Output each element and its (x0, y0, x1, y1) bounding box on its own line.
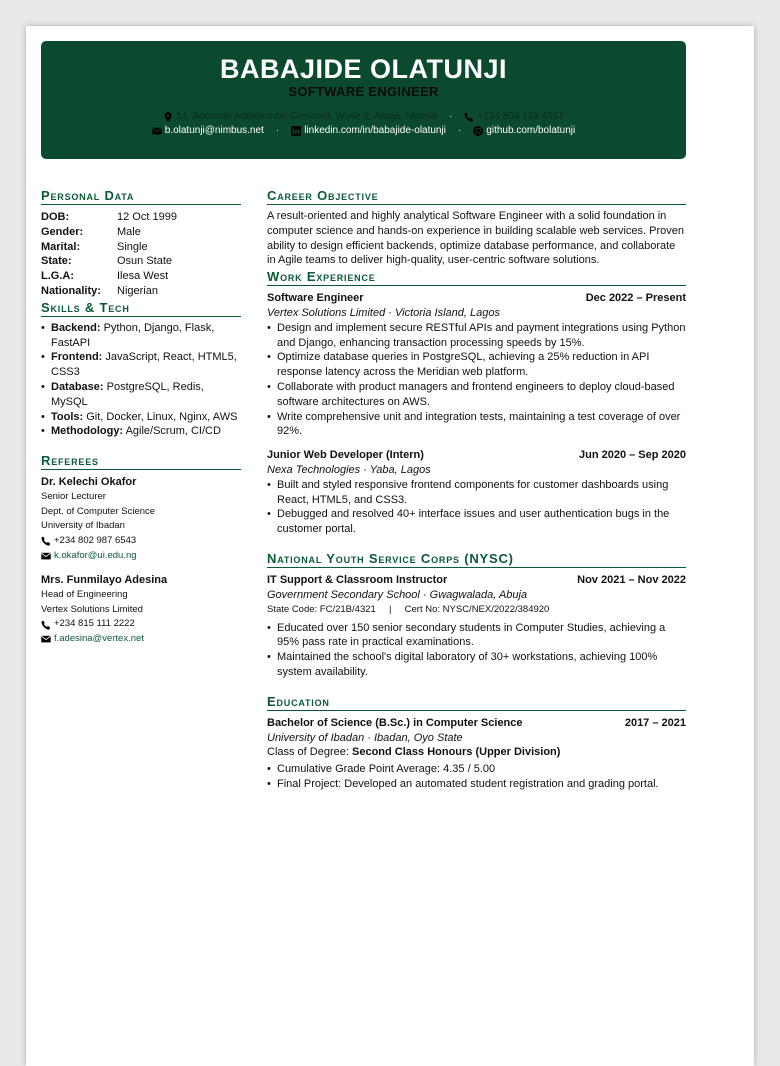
section-title-referees: Referees (41, 453, 241, 470)
field-label: State: (41, 255, 72, 268)
nysc-codes: State Code: FC/21B/4321 | Cert No: NYSC/NEX/2022/384920 (267, 603, 550, 615)
referee-1 (41, 475, 241, 563)
candidate-name: BABAJIDE OLATUNJI (219, 54, 508, 84)
left-column (41, 188, 241, 647)
field-label: L.G.A: (41, 270, 74, 283)
skill-values: PostgreSQL, Redis, MySQL (51, 380, 204, 408)
section-title-education: Education (267, 694, 686, 711)
field-value: Osun State (117, 255, 173, 268)
envelope-icon (41, 634, 51, 644)
candidate-role: SOFTWARE ENGINEER (288, 84, 439, 99)
job-header (267, 291, 686, 306)
referee-email[interactable] (41, 549, 241, 564)
field-label: DOB: (41, 211, 70, 223)
referee-line: Dept. of Computer Science (41, 505, 156, 517)
referee-phone-text: +234 802 987 6543 (54, 534, 137, 546)
skill-values: Python, Django, Flask, FastAPI (51, 321, 215, 349)
skill-category: Frontend: (51, 351, 103, 364)
address-item (163, 110, 437, 124)
section-title-objective: Career Objective (267, 188, 686, 205)
degree-header (267, 716, 686, 731)
email-item[interactable] (152, 124, 264, 138)
referee-email[interactable] (41, 632, 241, 647)
personal-data-list (41, 210, 241, 299)
field-value: Single (117, 240, 148, 253)
job-dates: Jun 2020 – Sep 2020 (578, 449, 686, 462)
phone-text: +234 803 123 4567 (477, 111, 564, 122)
skills-list (41, 321, 241, 439)
envelope-icon (152, 126, 162, 136)
skill-category: Backend: (51, 321, 101, 334)
degree-dates: 2017 – 2021 (624, 716, 686, 729)
contact-line-1 (41, 110, 686, 124)
degree-title: Bachelor of Science (B.Sc.) in Computer Science (267, 716, 523, 729)
job-role: IT Support & Classroom Instructor (267, 573, 448, 586)
job-org: Nexa Technologies · Yaba, Lagos (267, 463, 431, 476)
referee-line: Vertex Solutions Limited (41, 603, 143, 615)
field-value: Nigerian (117, 284, 158, 297)
education-bullets (267, 762, 686, 792)
job-org: Government Secondary School · Gwagwalada, Abuja (267, 588, 528, 601)
separator: · (275, 125, 280, 136)
list-item: • Debugged and resolved 40+ interface issues and user authentication bugs in the customer portal. (267, 507, 686, 537)
job-header (267, 448, 686, 463)
job-bullets (267, 621, 686, 680)
phone-icon (41, 620, 51, 630)
right-column (267, 188, 686, 792)
field-label: Marital: (41, 240, 81, 253)
referee-email-link[interactable]: f.adesina@vertex.net (54, 632, 144, 644)
list-item: • Educated over 150 senior secondary students in Computer Studies, achieving a 95% pass rate in practical examinations. (267, 621, 686, 651)
skill-category: Tools: (51, 410, 84, 423)
list-item: • Design and implement secure RESTful APIs and payment integrations using Python and Django, enhancing transaction processing speeds by 15%. (267, 321, 686, 351)
personal-row (41, 254, 241, 269)
job-bullets (267, 478, 686, 537)
referee-email-link[interactable]: k.okafor@ui.edu.ng (54, 549, 137, 561)
personal-row (41, 284, 241, 299)
linkedin-item[interactable] (291, 124, 446, 138)
github-link[interactable]: github.com/bolatunji (486, 125, 576, 136)
personal-row (41, 240, 241, 255)
job-dates: Dec 2022 – Present (585, 292, 686, 305)
section-title-skills: Skills & Tech (41, 300, 241, 317)
envelope-icon (41, 551, 51, 561)
referee-line: Head of Engineering (41, 589, 128, 601)
address-text: 14, Ademola Adetokunbo Crescent, Wuse II, Abuja, Nigeria (176, 111, 438, 122)
section-title-nysc: National Youth Service Corps (NYSC) (267, 551, 686, 568)
skill-category: Database: (51, 380, 104, 393)
list-item (41, 350, 241, 380)
list-item: • Optimize database queries in PostgreSQL, achieving a 25% reduction in API response latency across the Meridian web platform. (267, 350, 686, 380)
list-item: • Write comprehensive unit and integration tests, maintaining a test coverage of over 92%. (267, 410, 686, 440)
education-entry (267, 716, 686, 792)
section-title-experience: Work Experience (267, 269, 686, 286)
field-value: 12 Oct 1999 (117, 211, 177, 223)
job-header (267, 573, 686, 588)
email-link[interactable]: b.olatunji@nimbus.net (164, 125, 264, 136)
referee-name: Dr. Kelechi Okafor (41, 476, 137, 489)
phone-icon (41, 536, 51, 546)
list-item: • Cumulative Grade Point Average: 4.35 / 5.00 (267, 762, 686, 777)
list-item: • Final Project: Developed an automated student registration and grading portal. (267, 777, 686, 792)
referee-line: Senior Lecturer (41, 491, 106, 503)
job-role: Software Engineer (267, 292, 364, 305)
personal-row (41, 210, 241, 225)
referee-phone (41, 617, 241, 632)
field-value: Male (117, 225, 141, 238)
referee-phone (41, 534, 241, 549)
list-item (41, 424, 241, 439)
linkedin-icon (291, 126, 301, 136)
referee-line: University of Ibadan (41, 520, 125, 532)
referee-name: Mrs. Funmilayo Adesina (41, 574, 168, 587)
job-2 (267, 448, 686, 537)
list-item: • Maintained the school's digital laboratory of 30+ workstations, achieving 100% system availability. (267, 650, 686, 680)
github-item[interactable] (473, 124, 575, 138)
class-value: Second Class Honours (Upper Division) (352, 746, 561, 759)
linkedin-link[interactable]: linkedin.com/in/babajide-olatunji (304, 125, 446, 136)
list-item: • Built and styled responsive frontend components for customer dashboards using React, HTML5, and CSS3. (267, 478, 686, 508)
job-1 (267, 291, 686, 439)
school-name: University of Ibadan · Ibadan, Oyo State (267, 731, 463, 744)
skill-values: JavaScript, React, HTML5, CSS3 (51, 351, 237, 379)
job-bullets (267, 321, 686, 439)
field-label: Gender: (41, 225, 84, 238)
separator: · (457, 125, 462, 136)
personal-row (41, 269, 241, 284)
nysc-entry (267, 573, 686, 680)
github-icon (473, 126, 483, 136)
degree-class (267, 745, 686, 760)
separator: · (449, 111, 453, 122)
job-dates: Nov 2021 – Nov 2022 (577, 573, 686, 586)
objective-text: A result-oriented and highly analytical Software Engineer with a solid foundation in computer science and hands-on experience in building scalable web services. Proven ability to design efficient backends, optimize database performance, and collaborate in Agile teams to deliver high-quality, user-centric software solutions. (267, 210, 685, 267)
skill-values: Agile/Scrum, CI/CD (125, 425, 221, 438)
referee-phone-text: +234 815 111 2222 (54, 618, 135, 630)
phone-icon (464, 112, 474, 122)
skill-values: Git, Docker, Linux, Nginx, AWS (86, 410, 238, 423)
list-item: • Collaborate with product managers and frontend engineers to deploy cloud-based software architectures on AWS. (267, 380, 686, 410)
list-item (41, 380, 241, 410)
contact-line-2 (41, 124, 686, 138)
class-label: Class of Degree: (267, 746, 349, 759)
list-item (41, 410, 241, 425)
section-title-personal: Personal Data (41, 188, 241, 205)
job-role: Junior Web Developer (Intern) (267, 449, 424, 462)
referee-2 (41, 573, 241, 646)
personal-row (41, 225, 241, 240)
job-org: Vertex Solutions Limited · Victoria Island, Lagos (267, 306, 500, 319)
resume-header (41, 41, 686, 159)
map-pin-icon (163, 112, 173, 122)
phone-item (464, 110, 563, 124)
field-value: Ilesa West (117, 270, 169, 283)
field-label: Nationality: (41, 284, 101, 297)
skill-category: Methodology: (51, 425, 124, 438)
list-item (41, 321, 241, 351)
